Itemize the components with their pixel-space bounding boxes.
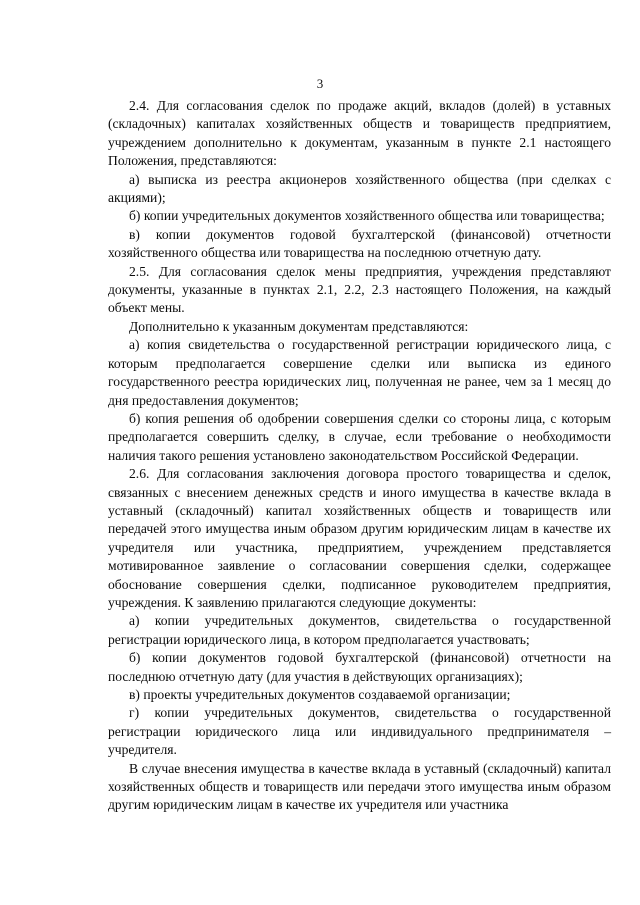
paragraph-contribution-case: В случае внесения имущества в качестве вклада в уставный (складочный) капитал хозяйственных обществ и товариществ или передачи этого имущества иным образом другим юридическим лицам в качестве их учредителя или участника bbox=[108, 760, 611, 813]
paragraph-2-5-b: б) копия решения об одобрении совершения сделки со стороны лица, с которым предполагается совершить сделку, в случае, если требование о необходимости наличия такого решения установлено законодательством Российской Федерации. bbox=[108, 410, 611, 463]
paragraph-2-6: 2.6. Для согласования заключения договора простого товарищества и сделок, связанных с внесением денежных средств и иного имущества в качестве вклада в уставный (складочный) капитал хозяйственных обществ и товариществ или передачей этого имущества иным образом другим юридическим лицам в качестве их учредителя или участника, предприятием, учреждением представляется мотивированное заявление о согласовании совершения сделки, содержащее обоснование совершения сделки, подписанное руководителем предприятия, учреждения. К заявлению прилагаются следующие документы: bbox=[108, 466, 611, 610]
paragraph-2-5-a: а) копия свидетельства о государственной регистрации юридического лица, с которым предполагается совершение сделки или выписка из единого государственного реестра юридических лиц, полученная не ранее, чем за 1 месяц до дня предоставления документов; bbox=[108, 337, 611, 408]
paragraph-2-5: 2.5. Для согласования сделок мены предприятия, учреждения представляют документы, указанные в пунктах 2.1, 2.2, 2.3 настоящего Положения, на каждый объект мены. bbox=[108, 263, 611, 316]
paragraph-2-4-a: а) выписка из реестра акционеров хозяйственного общества (при сделках с акциями); bbox=[108, 171, 611, 206]
paragraph-2-6-a: а) копии учредительных документов, свидетельства о государственной регистрации юридического лица, в котором предполагается участвовать; bbox=[108, 613, 611, 647]
paragraph-2-5-intro: Дополнительно к указанным документам представляются: bbox=[129, 318, 469, 334]
paragraph-2-4: 2.4. Для согласования сделок по продаже акций, вкладов (долей) в уставных (складочных) капиталах хозяйственных обществ и товариществ предприятием, учреждением дополнительно к документам, указанным в пункте 2.1 настоящего Положения, представляются: bbox=[108, 98, 611, 169]
document-body bbox=[108, 97, 611, 815]
paragraph-2-6-b: б) копии документов годовой бухгалтерской (финансовой) отчетности на последнюю отчетную дату (для участия в действующих организациях); bbox=[108, 650, 611, 684]
paragraph-2-4-c: в) копии документов годовой бухгалтерской (финансовой) отчетности хозяйственного общества или товарищества на последнюю отчетную дату. bbox=[108, 226, 611, 261]
paragraph-2-6-c: в) проекты учредительных документов создаваемой организации; bbox=[129, 687, 511, 702]
page-number: 3 bbox=[316, 76, 324, 91]
paragraph-2-6-d: г) копии учредительных документов, свидетельства о государственной регистрации юридического лица или индивидуального предпринимателя – учредителя. bbox=[108, 705, 611, 758]
paragraph-2-4-b: б) копии учредительных документов хозяйственного общества или товарищества; bbox=[129, 208, 605, 224]
